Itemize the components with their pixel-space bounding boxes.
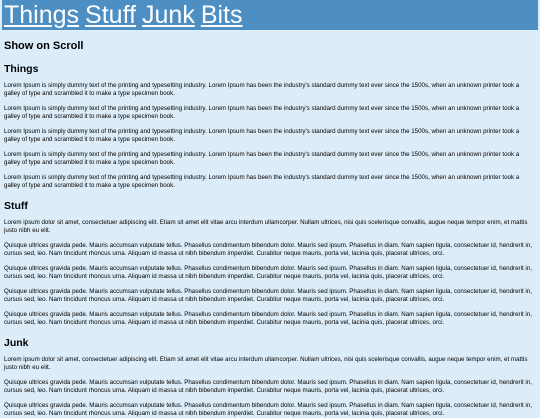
main-content — [0, 40, 540, 418]
paragraph: Quisque ultrices gravida pede. Mauris accumsan vulputate tellus. Phasellus condimentum bibendum dolor. Mauris sed ipsum. Phasellus in diam. Nam sapien ligula, consectetuer id, hendrerit in, cursus sed, leo. Nam tincidunt rhoncus urna. Aliquam id massa ut nibh bibendum imperdiet. Curabitur neque mauris, porta vel, lacinia quis, placerat ultrices, orci. — [4, 311, 532, 326]
paragraph: Lorem ipsum dolor sit amet, consectetuer adipiscing elit. Etiam sit amet elit vitae arcu interdum ullamcorper. Nullam ultrices, nisi quis scelerisque convallis, augue neque tempor enim, et mattis justo nibh eu elit. — [4, 356, 528, 371]
paragraph: Quisque ultrices gravida pede. Mauris accumsan vulputate tellus. Phasellus condimentum bibendum dolor. Mauris sed ipsum. Phasellus in diam. Nam sapien ligula, consectetuer id, hendrerit in, cursus sed, leo. Nam tincidunt rhoncus urna. Aliquam id massa ut nibh bibendum imperdiet. Curabitur neque mauris, porta vel, lacinia quis, placerat ultrices, orci. — [4, 379, 532, 394]
paragraph: Lorem Ipsum is simply dummy text of the printing and typesetting industry. Lorem Ipsum has been the industry's standard dummy text ever since the 1500s, when an unknown printer took a galley of type and scrambled it to make a type specimen book. — [4, 105, 520, 120]
paragraph: Lorem Ipsum is simply dummy text of the printing and typesetting industry. Lorem Ipsum has been the industry's standard dummy text ever since the 1500s, when an unknown printer took a galley of type and scrambled it to make a type specimen book. — [4, 128, 520, 143]
nav-link-bits[interactable]: Bits — [200, 1, 243, 29]
top-nav — [2, 0, 538, 30]
paragraph: Quisque ultrices gravida pede. Mauris accumsan vulputate tellus. Phasellus condimentum bibendum dolor. Mauris sed ipsum. Phasellus in diam. Nam sapien ligula, consectetuer id, hendrerit in, cursus sed, leo. Nam tincidunt rhoncus urna. Aliquam id massa ut nibh bibendum imperdiet. Curabitur neque mauris, porta vel, lacinia quis, placerat ultrices, orci. — [4, 242, 532, 257]
section-things — [4, 63, 536, 190]
paragraph: Quisque ultrices gravida pede. Mauris accumsan vulputate tellus. Phasellus condimentum bibendum dolor. Mauris sed ipsum. Phasellus in diam. Nam sapien ligula, consectetuer id, hendrerit in, cursus sed, leo. Nam tincidunt rhoncus urna. Aliquam id massa ut nibh bibendum imperdiet. Curabitur neque mauris, porta vel, lacinia quis, placerat ultrices, orci. — [4, 288, 532, 303]
paragraph: Lorem ipsum dolor sit amet, consectetuer adipiscing elit. Etiam sit amet elit vitae arcu interdum ullamcorper. Nullam ultrices, nisi quis scelerisque convallis, augue neque tempor enim, et mattis justo nibh eu elit. — [4, 219, 528, 234]
nav-link-junk[interactable]: Junk — [142, 1, 195, 29]
section-junk — [4, 337, 536, 418]
section-stuff — [4, 200, 536, 327]
paragraph: Lorem Ipsum is simply dummy text of the printing and typesetting industry. Lorem Ipsum has been the industry's standard dummy text ever since the 1500s, when an unknown printer took a galley of type and scrambled it to make a type specimen book. — [4, 82, 520, 97]
paragraph: Quisque ultrices gravida pede. Mauris accumsan vulputate tellus. Phasellus condimentum bibendum dolor. Mauris sed ipsum. Phasellus in diam. Nam sapien ligula, consectetuer id, hendrerit in, cursus sed, leo. Nam tincidunt rhoncus urna. Aliquam id massa ut nibh bibendum imperdiet. Curabitur neque mauris, porta vel, lacinia quis, placerat ultrices, orci. — [4, 265, 532, 280]
section-heading: Junk — [4, 337, 29, 349]
page-title: Show on Scroll — [4, 40, 84, 52]
section-heading: Things — [4, 63, 39, 75]
paragraph: Lorem Ipsum is simply dummy text of the printing and typesetting industry. Lorem Ipsum has been the industry's standard dummy text ever since the 1500s, when an unknown printer took a galley of type and scrambled it to make a type specimen book. — [4, 174, 520, 189]
paragraph: Lorem Ipsum is simply dummy text of the printing and typesetting industry. Lorem Ipsum has been the industry's standard dummy text ever since the 1500s, when an unknown printer took a galley of type and scrambled it to make a type specimen book. — [4, 151, 520, 166]
nav-link-things[interactable]: Things — [4, 1, 80, 29]
section-heading: Stuff — [4, 200, 28, 212]
nav-link-stuff[interactable]: Stuff — [85, 1, 137, 29]
paragraph: Quisque ultrices gravida pede. Mauris accumsan vulputate tellus. Phasellus condimentum bibendum dolor. Mauris sed ipsum. Phasellus in diam. Nam sapien ligula, consectetuer id, hendrerit in, cursus sed, leo. Nam tincidunt rhoncus urna. Aliquam id massa ut nibh bibendum imperdiet. Curabitur neque mauris, porta vel, lacinia quis, placerat ultrices, orci. — [4, 402, 532, 417]
